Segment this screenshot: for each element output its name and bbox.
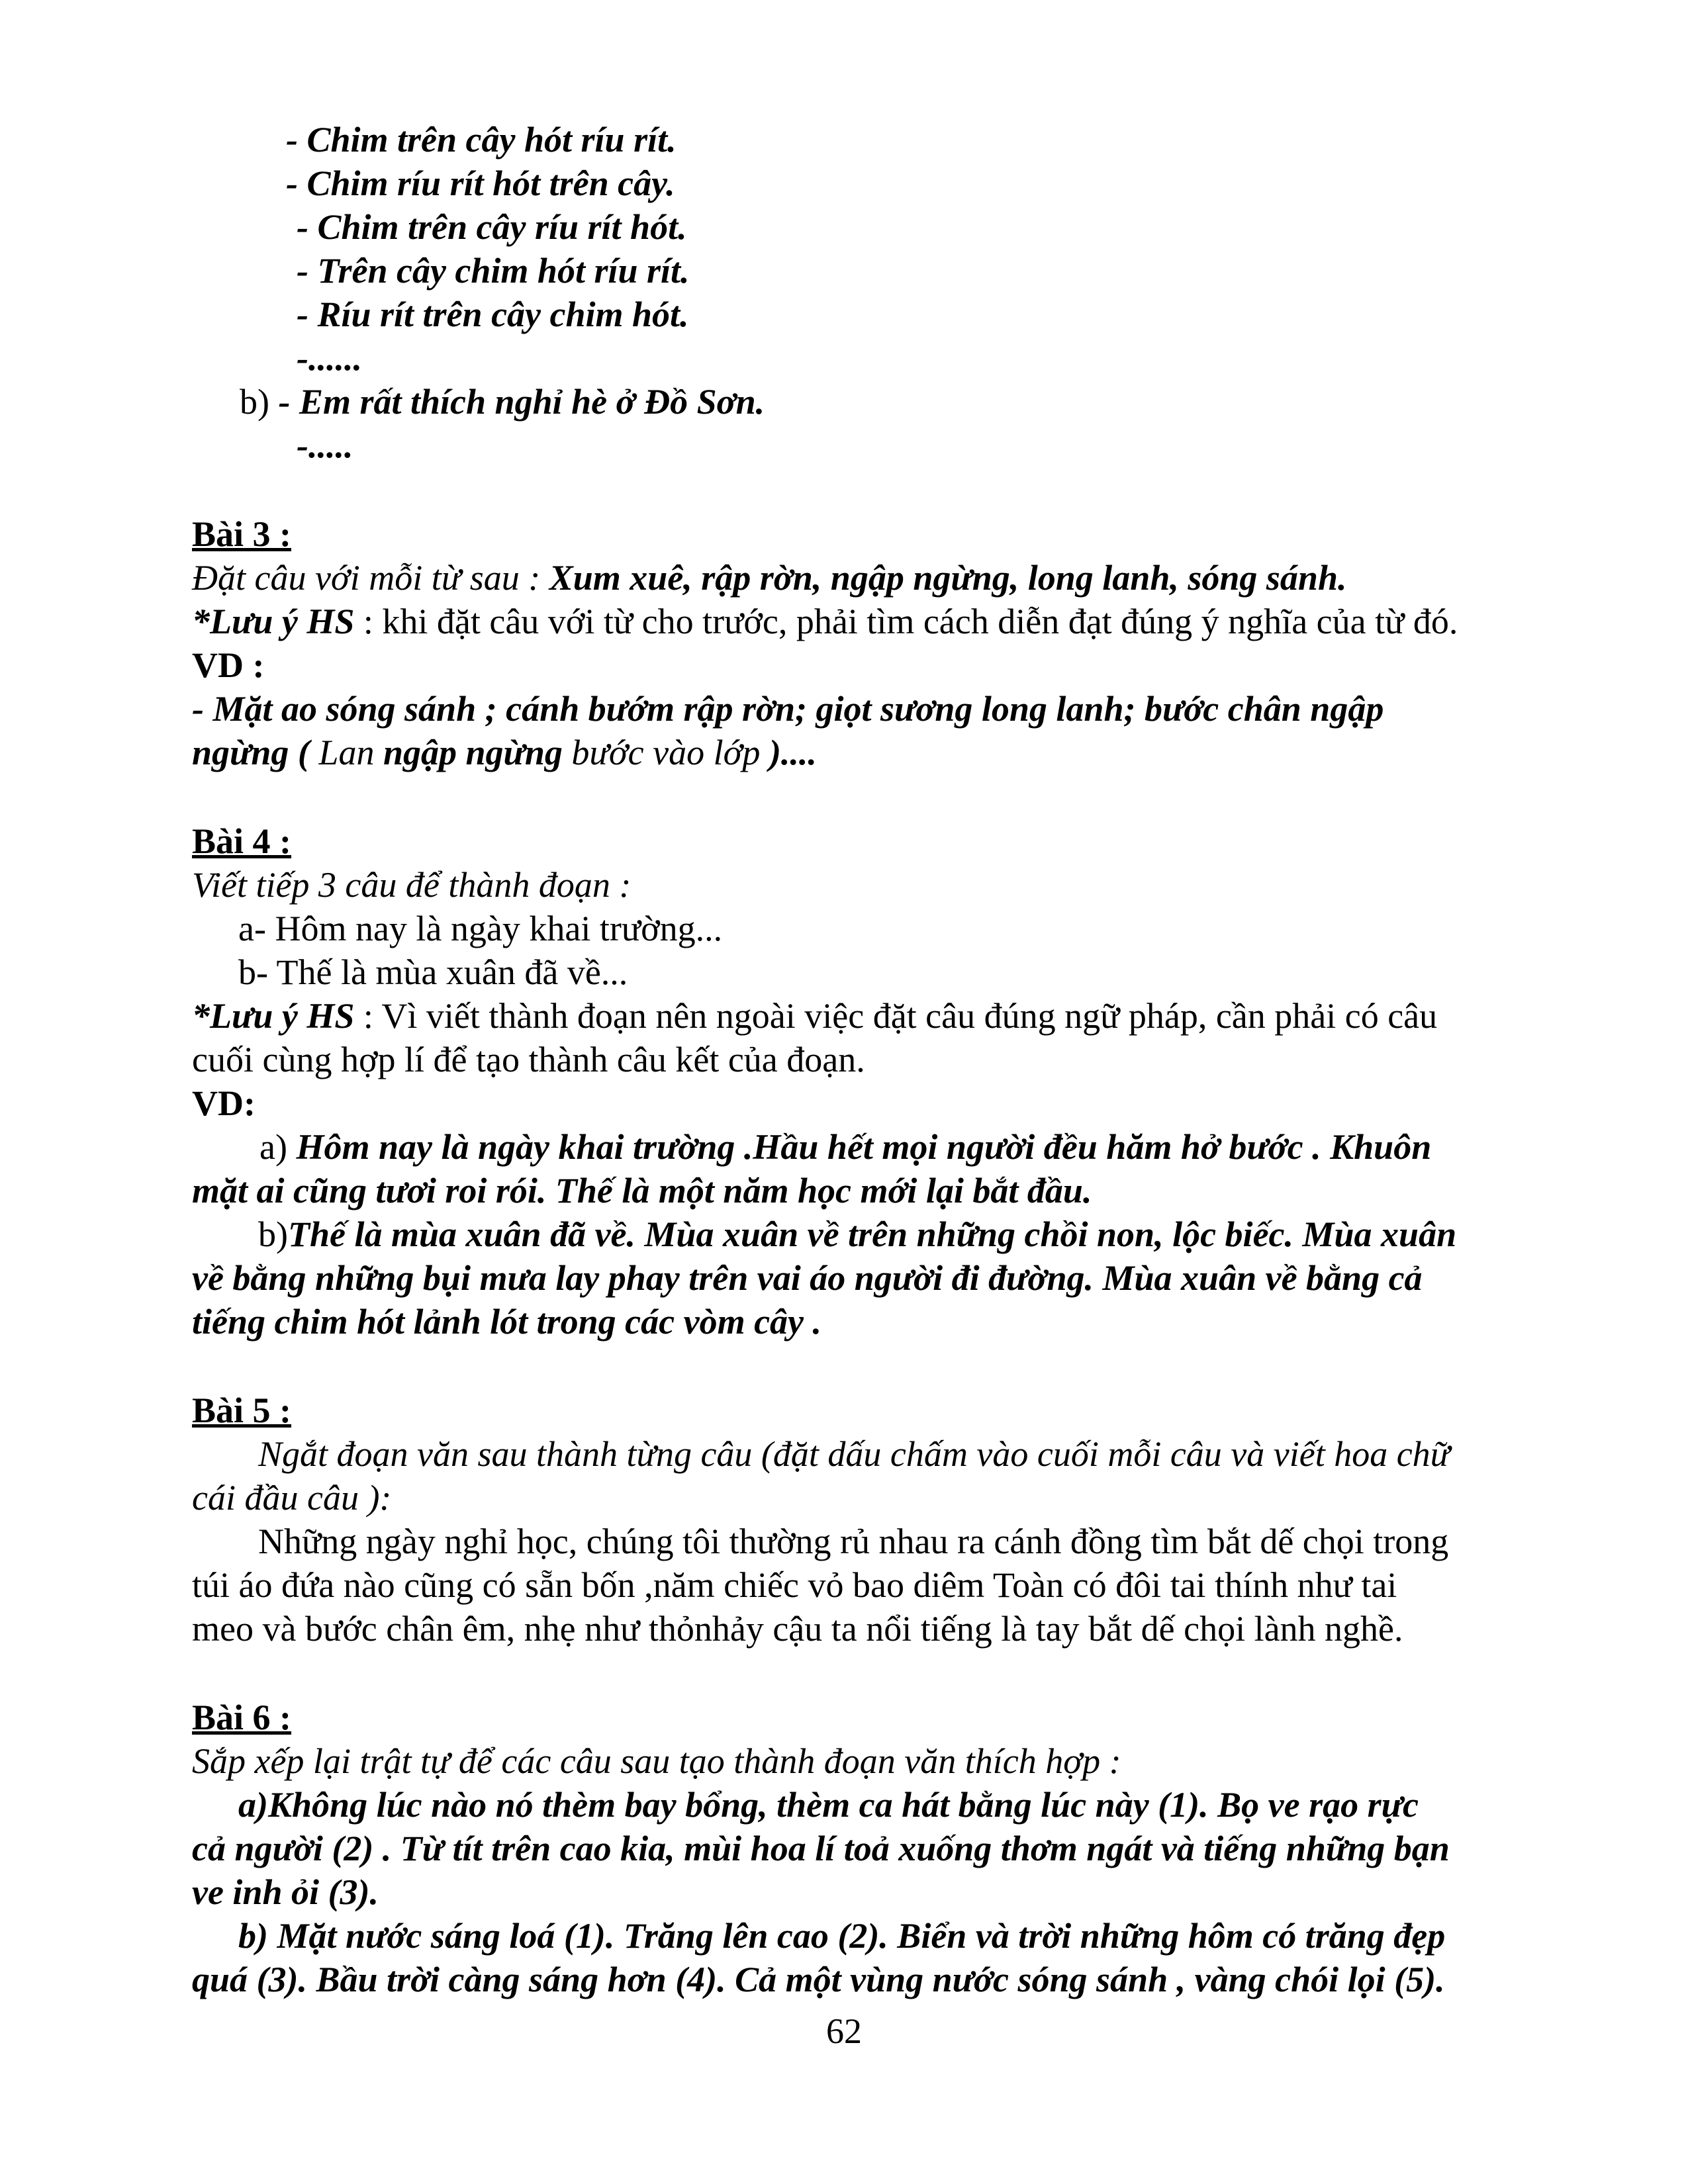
ex2-a-line-6: -...... <box>297 338 362 378</box>
bai3-note-label: *Lưu ý HS <box>192 602 355 641</box>
ex2-a-line-3: - Chim trên cây ríu rít hót. <box>297 207 687 247</box>
bai4-note-text: : Vì viết thành đoạn nên ngoài việc đặt câu đúng ngữ pháp, cần phải có câu <box>354 996 1438 1036</box>
ex2-b-text: - Em rất thích nghỉ hè ở Đồ Sơn. <box>278 382 765 422</box>
ex2-b-more: -..... <box>297 426 353 465</box>
bai4-example-b-line-2: về bằng những bụi mưa lay phay trên vai áo người đi đường. Mùa xuân về bằng cả <box>192 1258 1423 1298</box>
bai5-text-line-2: túi áo đứa nào cũng có sẵn bốn ,năm chiếc vỏ bao diêm Toàn có đôi tai thính như tai <box>192 1565 1397 1605</box>
bai4-example-a-line-1 <box>259 1125 1431 1169</box>
bai3-example-line-1: - Mặt ao sóng sánh ; cánh bướm rập rờn; giọt sương long lanh; bước chân ngập <box>192 689 1384 729</box>
bai4-note-line-1 <box>192 994 1437 1038</box>
bai3-example-part-e: ).... <box>769 733 817 772</box>
bai3-words: Xum xuê, rập rờn, ngập ngừng, long lanh, sóng sánh. <box>549 558 1347 598</box>
bai3-example-part-a: ngừng ( <box>192 733 319 772</box>
bai4-note-line-2: cuối cùng hợp lí để tạo thành câu kết của đoạn. <box>192 1040 865 1079</box>
ex2-b-line <box>240 380 765 424</box>
bai4-item-b: b- Thế là mùa xuân đã về... <box>238 952 628 992</box>
bai4-example-a-text: Hôm nay là ngày khai trường .Hầu hết mọi người đều hăm hở bước . Khuôn <box>296 1127 1432 1167</box>
ex2-a-line-1: - Chim trên cây hót ríu rít. <box>286 120 677 159</box>
bai5-prompt-line-2: cái đầu câu ): <box>192 1478 392 1518</box>
bai5-text-line-3: meo và bước chân êm, nhẹ như thỏnhảy cậu ta nổi tiếng là tay bắt dế chọi lành nghề. <box>192 1609 1403 1649</box>
bai3-vd-label: VD : <box>192 645 265 685</box>
bai6-b-line-2: quá (3). Bầu trời càng sáng hơn (4). Cả một vùng nước sóng sánh , vàng chói lọi (5). <box>192 1960 1445 1999</box>
bai5-title: Bài 5 : <box>192 1390 292 1430</box>
bai4-vd-label: VD: <box>192 1083 256 1123</box>
bai5-prompt-line-1: Ngắt đoạn văn sau thành từng câu (đặt dấu chấm vào cuối mỗi câu và viết hoa chữ <box>258 1434 1450 1474</box>
ex2-a-line-5: - Ríu rít trên cây chim hót. <box>297 295 689 334</box>
ex2-a-line-2: - Chim ríu rít hót trên cây. <box>286 163 675 203</box>
bai6-a-line-1: a)Không lúc nào nó thèm bay bổng, thèm ca hát bằng lúc này (1). Bọ ve rạo rực <box>238 1785 1419 1825</box>
bai3-prompt: Đặt câu với mỗi từ sau : <box>192 558 549 598</box>
bai4-example-a-label: a) <box>259 1127 297 1167</box>
bai4-example-b-line-3: tiếng chim hót lảnh lót trong các vòm cây . <box>192 1302 822 1342</box>
bai4-example-b-label: b) <box>258 1214 288 1254</box>
bai6-a-line-3: ve inh ỏi (3). <box>192 1872 379 1912</box>
bai6-a-line-2: cả người (2) . Từ tít trên cao kia, mùi hoa lí toả xuống thơm ngát và tiếng những bạn <box>192 1829 1450 1868</box>
bai4-note-label: *Lưu ý HS <box>192 996 355 1036</box>
bai3-example-line-2 <box>192 731 817 774</box>
bai3-note-line <box>192 600 1458 643</box>
bai6-prompt: Sắp xếp lại trật tự để các câu sau tạo thành đoạn văn thích hợp : <box>192 1741 1121 1781</box>
page-number: 62 <box>826 2011 862 2051</box>
bai4-example-b-text: Thế là mùa xuân đã về. Mùa xuân về trên những chồi non, lộc biếc. Mùa xuân <box>287 1214 1457 1254</box>
ex2-a-line-4: - Trên cây chim hót ríu rít. <box>297 251 690 291</box>
bai4-example-a-line-2: mặt ai cũng tươi roi rói. Thế là một năm học mới lại bắt đầu. <box>192 1171 1092 1210</box>
bai4-prompt: Viết tiếp 3 câu để thành đoạn : <box>192 865 632 905</box>
bai3-example-part-d: bước vào lớp <box>562 733 769 772</box>
bai3-example-part-b: Lan <box>318 733 383 772</box>
bai4-example-b-line-1 <box>258 1212 1456 1256</box>
ex2-b-label: b) <box>240 382 279 422</box>
bai3-example-part-c: ngập ngừng <box>383 733 563 772</box>
bai3-note-text: : khi đặt câu với từ cho trước, phải tìm cách diễn đạt đúng ý nghĩa của từ đó. <box>354 602 1458 641</box>
bai4-item-a: a- Hôm nay là ngày khai trường... <box>238 909 723 948</box>
bai3-title: Bài 3 : <box>192 514 292 554</box>
bai4-title: Bài 4 : <box>192 821 292 861</box>
bai3-prompt-line <box>192 556 1347 600</box>
bai6-title: Bài 6 : <box>192 1698 292 1737</box>
bai6-b-line-1: b) Mặt nước sáng loá (1). Trăng lên cao (2). Biển và trời những hôm có trăng đẹp <box>238 1916 1446 1956</box>
bai5-text-line-1: Những ngày nghỉ học, chúng tôi thường rủ nhau ra cánh đồng tìm bắt dế chọi trong <box>258 1522 1449 1561</box>
